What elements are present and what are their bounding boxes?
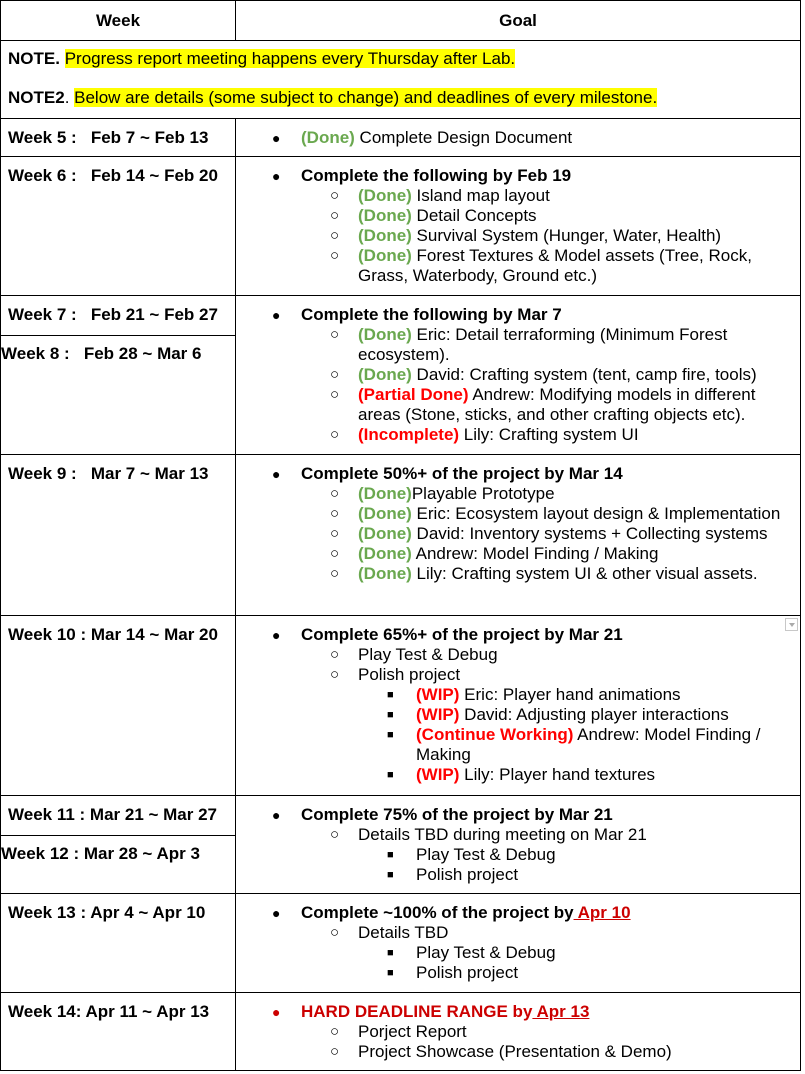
circle-bullet-icon: ○	[330, 545, 340, 562]
list-item	[236, 246, 794, 286]
circle-bullet-icon: ○	[330, 505, 340, 522]
item-text: Detail Concepts	[411, 206, 537, 225]
square-bullet-icon: ■	[387, 729, 394, 741]
item-text: Andrew: Model Finding / Making	[416, 725, 761, 764]
table-row	[1, 796, 801, 894]
list-item	[236, 1022, 794, 1042]
status-badge: (Done)	[358, 226, 412, 245]
goal-heading-text: Complete 50%+ of the project by Mar 14	[301, 464, 623, 483]
circle-bullet-icon: ○	[330, 187, 340, 204]
list-item	[236, 963, 794, 983]
table-row	[1, 616, 801, 796]
list-item	[236, 524, 794, 544]
square-bullet-icon: ■	[387, 689, 394, 701]
list-item	[236, 845, 794, 865]
bullet-icon: ●	[272, 1004, 281, 1020]
status-badge: (Continue Working)	[416, 725, 574, 744]
goal-heading	[236, 805, 794, 825]
bullet-icon: ●	[272, 307, 281, 323]
week-label: Week 6 : Feb 14 ~ Feb 20	[8, 166, 218, 185]
note-1-text: Progress report meeting happens every Thursday after Lab.	[64, 49, 516, 68]
list-item	[236, 865, 794, 885]
goal-heading-text: Complete the following by Feb 19	[301, 166, 572, 185]
circle-bullet-icon: ○	[330, 826, 340, 843]
item-text: Polish project	[416, 963, 519, 982]
circle-bullet-icon: ○	[330, 227, 340, 244]
table-row	[1, 993, 801, 1071]
goal-heading-text: Complete 75% of the project by Mar 21	[301, 805, 613, 824]
note-2	[8, 88, 793, 108]
week-column-header: Week	[1, 1, 236, 41]
item-text: Lily: Player hand textures	[459, 765, 656, 784]
deadline-date-link[interactable]: Apr 10	[573, 903, 631, 922]
table-row	[1, 894, 801, 993]
table-row	[1, 157, 801, 296]
list-item	[236, 325, 794, 365]
note-2-separator: .	[64, 88, 75, 107]
note-2-label: NOTE2	[8, 88, 65, 107]
item-text: Details TBD	[358, 923, 449, 942]
list-item	[236, 206, 794, 226]
week-label: Week 7 : Feb 21 ~ Feb 27	[8, 305, 218, 324]
list-item	[236, 504, 794, 524]
circle-bullet-icon: ○	[330, 646, 340, 663]
square-bullet-icon: ■	[387, 849, 394, 861]
item-text: Lily: Crafting system UI	[459, 425, 639, 444]
list-item	[236, 923, 794, 943]
square-bullet-icon: ■	[387, 709, 394, 721]
list-item	[236, 943, 794, 963]
list-item	[236, 484, 794, 504]
status-badge: (Done)	[358, 544, 412, 563]
list-item	[236, 425, 794, 445]
goal-heading	[236, 903, 794, 923]
list-item	[236, 544, 794, 564]
goal-heading	[236, 305, 794, 325]
list-item	[236, 825, 794, 845]
goal-heading	[236, 625, 794, 645]
goal-heading	[236, 464, 794, 484]
item-text: Polish project	[416, 865, 519, 884]
goal-item	[236, 128, 794, 148]
square-bullet-icon: ■	[387, 869, 394, 881]
square-bullet-icon: ■	[387, 947, 394, 959]
circle-bullet-icon: ○	[330, 366, 340, 383]
goal-heading-text: Complete the following by Mar 7	[301, 305, 562, 324]
list-item	[236, 226, 794, 246]
week-label: Week 10 : Mar 14 ~ Mar 20	[8, 625, 218, 644]
bullet-icon: ●	[272, 905, 281, 921]
item-text: Island map layout	[411, 186, 550, 205]
item-text: Playable Prototype	[411, 484, 555, 503]
goal-text: Complete Design Document	[354, 128, 573, 147]
status-badge: (Done)	[358, 524, 412, 543]
circle-bullet-icon: ○	[330, 247, 340, 264]
item-text: Details TBD during meeting on Mar 21	[358, 825, 647, 844]
circle-bullet-icon: ○	[330, 525, 340, 542]
list-item	[236, 186, 794, 206]
status-badge: (Done)	[358, 186, 412, 205]
list-item	[236, 725, 794, 765]
status-badge: (WIP)	[416, 685, 460, 704]
circle-bullet-icon: ○	[330, 1023, 340, 1040]
list-item	[236, 385, 794, 425]
item-text: Eric: Ecosystem layout design & Implementation	[411, 504, 781, 523]
list-item	[236, 765, 794, 785]
list-item	[236, 685, 794, 705]
status-badge: (Incomplete)	[358, 425, 460, 444]
list-item	[236, 705, 794, 725]
item-text: Play Test & Debug	[416, 845, 556, 864]
circle-bullet-icon: ○	[330, 485, 340, 502]
note-2-text: Below are details (some subject to change) and deadlines of every milestone.	[74, 88, 658, 107]
list-item	[236, 1042, 794, 1062]
status-badge: (Done)	[358, 325, 412, 344]
goal-heading	[236, 166, 794, 186]
week-label: Week 14: Apr 11 ~ Apr 13	[8, 1002, 210, 1021]
status-badge: (Done)	[358, 484, 412, 503]
status-badge: (Done)	[358, 206, 412, 225]
item-text: Eric: Player hand animations	[459, 685, 681, 704]
note-1	[8, 49, 793, 69]
item-text: Play Test & Debug	[358, 645, 498, 664]
item-text: Porject Report	[358, 1022, 467, 1041]
status-badge: (Done)	[358, 365, 412, 384]
item-text: Polish project	[358, 665, 461, 684]
week-label: Week 8 : Feb 28 ~ Mar 6	[0, 335, 235, 364]
circle-bullet-icon: ○	[330, 666, 340, 683]
item-text: David: Inventory systems + Collecting systems	[411, 524, 768, 543]
item-text: David: Crafting system (tent, camp fire, tools)	[411, 365, 757, 384]
square-bullet-icon: ■	[387, 967, 394, 979]
circle-bullet-icon: ○	[330, 1043, 340, 1060]
item-text: Andrew: Modifying models in different areas (Stone, sticks, and other crafting objects etc).	[358, 385, 756, 424]
bullet-icon: ●	[272, 130, 281, 146]
status-badge: (Done)	[301, 128, 355, 147]
item-text: Forest Textures & Model assets (Tree, Rock, Grass, Waterbody, Ground etc.)	[358, 246, 752, 285]
week-label: Week 9 : Mar 7 ~ Mar 13	[8, 464, 209, 483]
week-label: Week 13 : Apr 4 ~ Apr 10	[8, 903, 206, 922]
list-item	[236, 645, 794, 665]
circle-bullet-icon: ○	[330, 326, 340, 343]
circle-bullet-icon: ○	[330, 207, 340, 224]
circle-bullet-icon: ○	[330, 924, 340, 941]
table-row	[1, 296, 801, 455]
list-item	[236, 665, 794, 685]
goal-column-header: Goal	[236, 1, 801, 41]
header-row	[1, 1, 801, 41]
status-badge: (WIP)	[416, 765, 460, 784]
notes-row	[1, 41, 801, 119]
goal-heading-text: HARD DEADLINE RANGE by	[301, 1002, 533, 1021]
week-label: Week 5 : Feb 7 ~ Feb 13	[8, 128, 209, 147]
goal-heading-text: Complete 65%+ of the project by Mar 21	[301, 625, 623, 644]
square-bullet-icon: ■	[387, 769, 394, 781]
item-text: Eric: Detail terraforming (Minimum Forest ecosystem).	[358, 325, 728, 364]
goal-heading-text: Complete ~100% of the project by	[301, 903, 574, 922]
list-item	[236, 564, 794, 584]
note-1-label: NOTE.	[8, 49, 60, 68]
status-badge: (WIP)	[416, 705, 460, 724]
item-text: Lily: Crafting system UI & other visual assets.	[411, 564, 758, 583]
circle-bullet-icon: ○	[330, 565, 340, 582]
item-text: Project Showcase (Presentation & Demo)	[358, 1042, 672, 1061]
status-badge: (Partial Done)	[358, 385, 469, 404]
bullet-icon: ●	[272, 168, 281, 184]
status-badge: (Done)	[358, 564, 412, 583]
deadline-date-link[interactable]: Apr 13	[532, 1002, 590, 1021]
list-item	[236, 365, 794, 385]
week-label: Week 12 : Mar 28 ~ Apr 3	[0, 835, 235, 864]
bullet-icon: ●	[272, 466, 281, 482]
item-text: David: Adjusting player interactions	[459, 705, 729, 724]
circle-bullet-icon: ○	[330, 386, 340, 403]
status-badge: (Done)	[358, 504, 412, 523]
status-badge: (Done)	[358, 246, 412, 265]
circle-bullet-icon: ○	[330, 426, 340, 443]
item-text: Play Test & Debug	[416, 943, 556, 962]
table-row	[1, 455, 801, 616]
goal-heading	[236, 1002, 794, 1022]
item-text: Survival System (Hunger, Water, Health)	[411, 226, 722, 245]
bullet-icon: ●	[272, 807, 281, 823]
bullet-icon: ●	[272, 627, 281, 643]
week-label: Week 11 : Mar 21 ~ Mar 27	[8, 805, 218, 824]
item-text: Andrew: Model Finding / Making	[411, 544, 659, 563]
table-row	[1, 119, 801, 157]
